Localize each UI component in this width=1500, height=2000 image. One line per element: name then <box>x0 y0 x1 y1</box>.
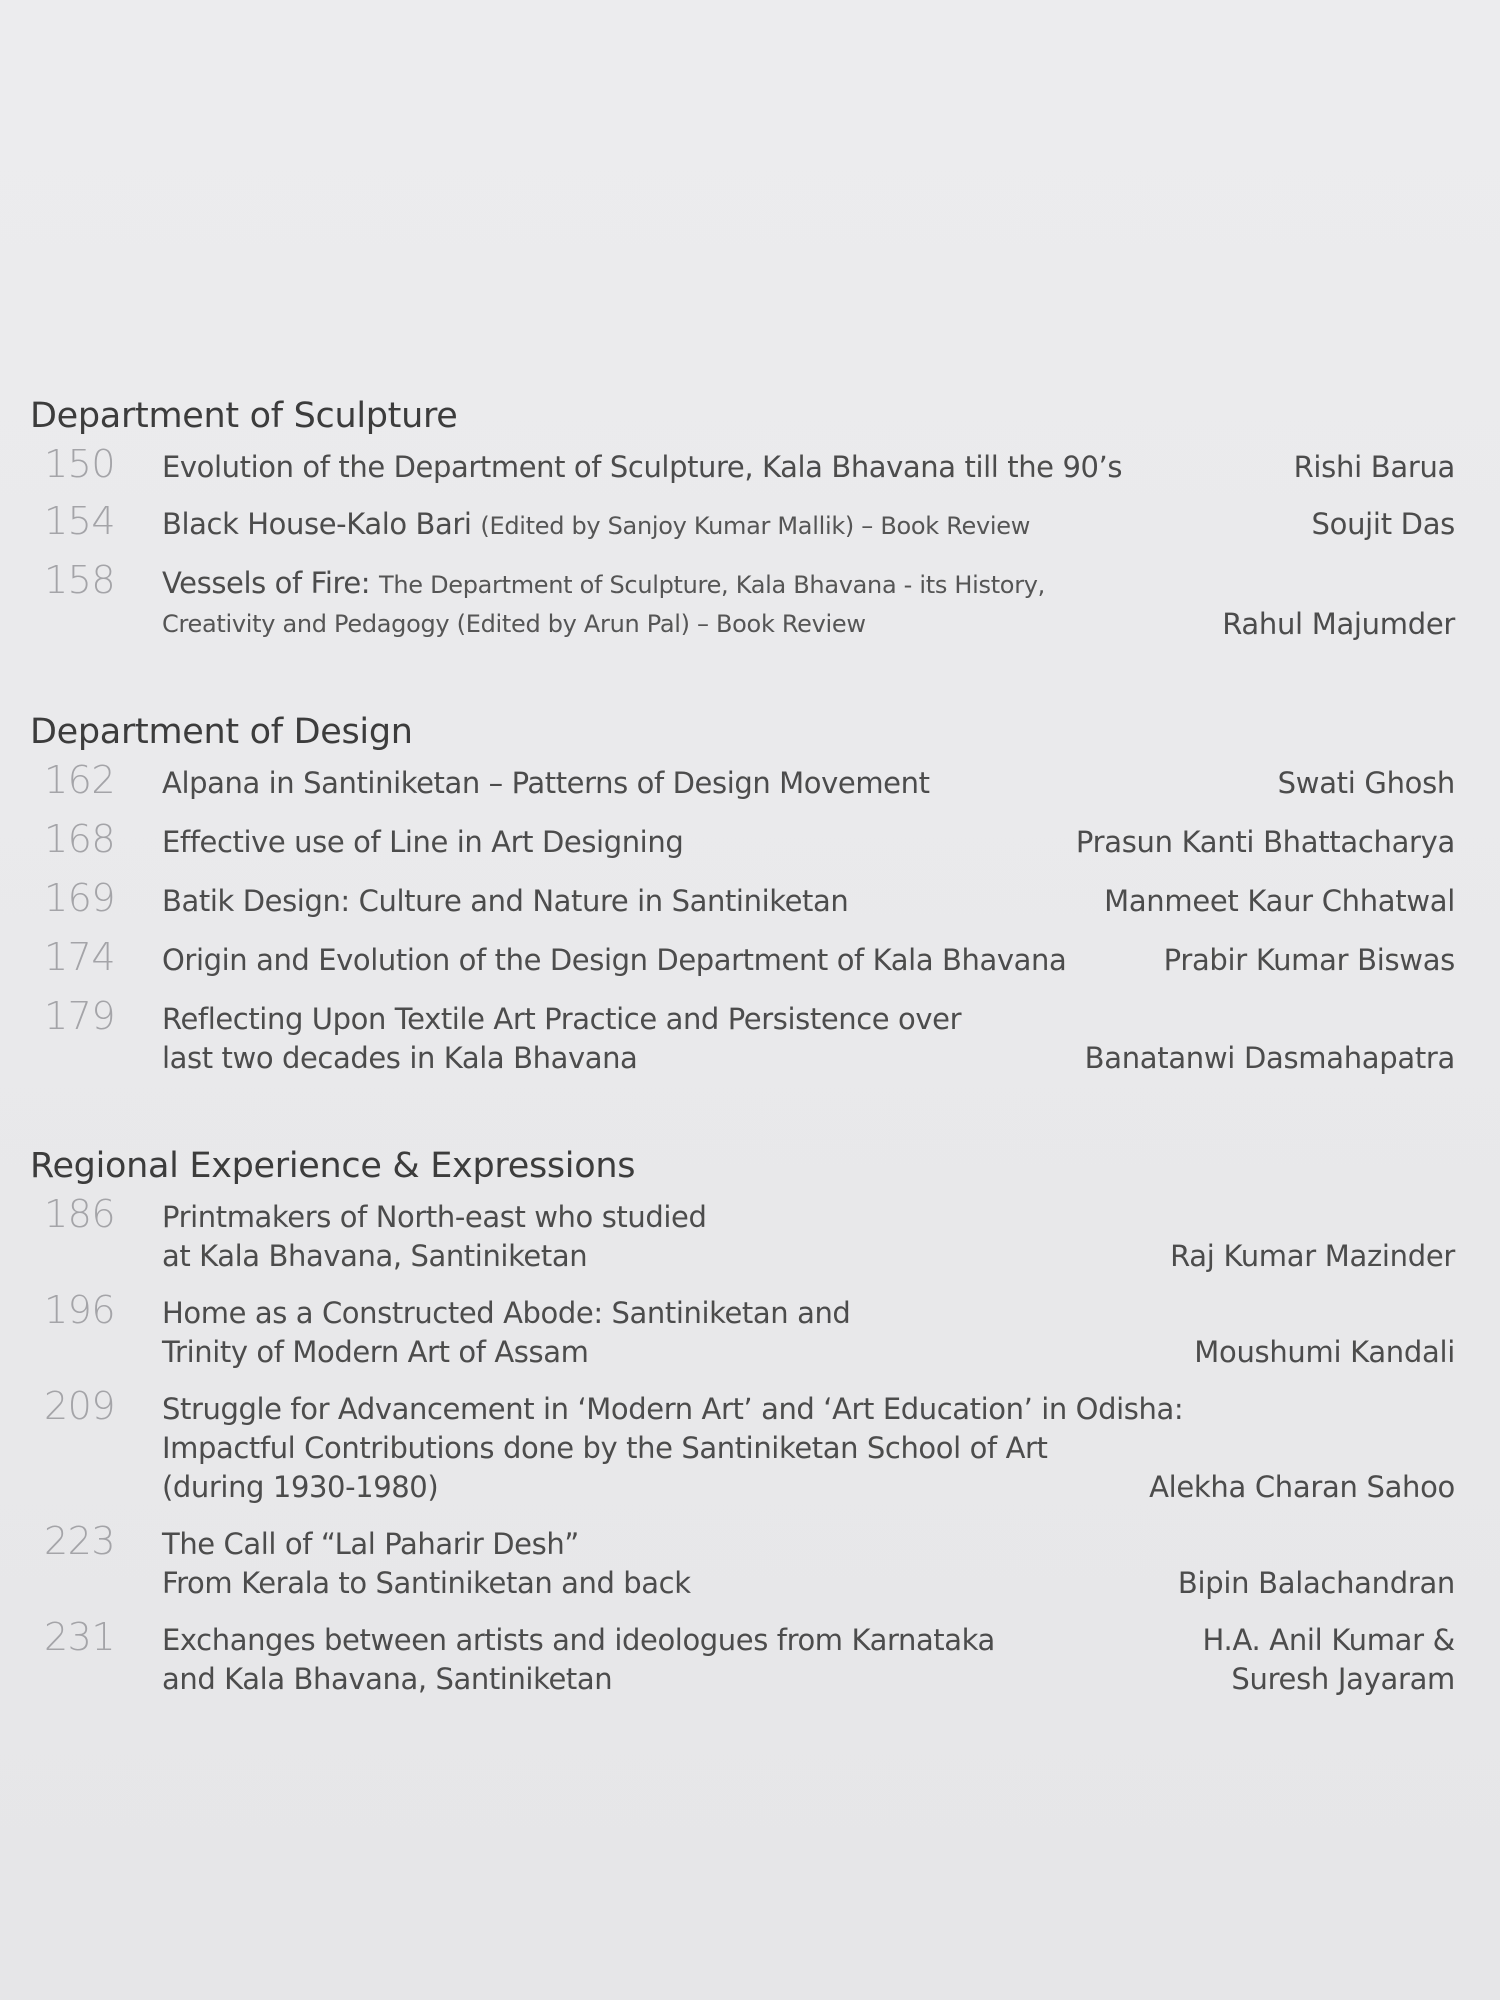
toc-entry[interactable] <box>30 558 1455 644</box>
entry-title-line: Effective use of Line in Art Designing <box>162 825 684 859</box>
author-name: Banatanwi Dasmahapatra <box>1084 1041 1455 1075</box>
entry-title-line: Struggle for Advancement in ‘Modern Art’ and ‘Art Education’ in Odisha: <box>162 1392 1184 1426</box>
entry-title-line: and Kala Bhavana, Santiniketan <box>162 1662 613 1696</box>
author-name: Bipin Balachandran <box>1177 1566 1455 1600</box>
entry-author <box>1149 1468 1455 1507</box>
entry-title <box>162 448 1123 487</box>
entry-author <box>1194 1333 1455 1372</box>
entry-author <box>1294 448 1455 487</box>
page-number: 223 <box>44 1519 116 1563</box>
page-number: 158 <box>44 558 116 602</box>
entry-title-line: Reflecting Upon Textile Art Practice and Persistence over <box>162 1002 962 1036</box>
author-name: Moushumi Kandali <box>1194 1335 1455 1369</box>
author-name: Alekha Charan Sahoo <box>1149 1470 1455 1504</box>
entry-title <box>162 1621 1112 1699</box>
entry-author <box>1085 1039 1455 1078</box>
toc-entry[interactable] <box>30 442 1455 487</box>
entry-title-line: Evolution of the Department of Sculpture, Kala Bhavana till the 90’s <box>162 450 1123 484</box>
entry-title <box>162 564 1112 644</box>
entry-title <box>162 941 1112 980</box>
entry-author <box>1170 1237 1455 1276</box>
entry-title <box>162 823 1112 862</box>
entry-title <box>162 1525 1112 1603</box>
toc-entry[interactable] <box>30 935 1455 980</box>
entry-title-main: Vessels of Fire: <box>162 566 379 600</box>
entry-title-line: last two decades in Kala Bhavana <box>162 1041 638 1075</box>
page-number: 162 <box>44 758 116 802</box>
entry-title-main: Black House-Kalo Bari <box>162 507 481 541</box>
entry-title-line: Exchanges between artists and ideologues from Karnataka <box>162 1623 995 1657</box>
entry-title-line: Alpana in Santiniketan – Patterns of Design Movement <box>162 766 930 800</box>
page-number: 179 <box>44 994 116 1038</box>
author-name: Rahul Majumder <box>1222 607 1455 641</box>
entry-title <box>162 505 1112 546</box>
author-name: Suresh Jayaram <box>1231 1662 1455 1696</box>
entry-title-line <box>162 564 1112 605</box>
entry-title <box>162 1294 1112 1372</box>
author-name: Prasun Kanti Bhattacharya <box>1075 825 1455 859</box>
page-number: 154 <box>44 499 116 543</box>
toc-entry[interactable] <box>30 994 1455 1078</box>
entry-subtitle-line: Creativity and Pedagogy (Edited by Arun Pal) – Book Review <box>162 610 866 638</box>
section-design <box>30 712 1455 1096</box>
entry-title-line: (during 1930-1980) <box>162 1470 439 1504</box>
entry-title-line: at Kala Bhavana, Santiniketan <box>162 1239 588 1273</box>
entry-title-line: Origin and Evolution of the Design Department of Kala Bhavana <box>162 943 1067 977</box>
entry-title <box>162 764 1112 803</box>
entry-author <box>1278 764 1455 803</box>
toc-entry[interactable] <box>30 1192 1455 1276</box>
page-number: 174 <box>44 935 116 979</box>
toc-entry[interactable] <box>30 1615 1455 1699</box>
entry-title-line: The Call of “Lal Paharir Desh” <box>162 1527 579 1561</box>
entry-title-line: Home as a Constructed Abode: Santiniketan and <box>162 1296 851 1330</box>
author-name: H.A. Anil Kumar & <box>1202 1623 1455 1657</box>
section-regional <box>30 1146 1455 1717</box>
page-number: 168 <box>44 817 116 861</box>
toc-entry[interactable] <box>30 1384 1455 1507</box>
toc-entry[interactable] <box>30 499 1455 546</box>
author-name: Rishi Barua <box>1293 450 1455 484</box>
entry-author <box>1203 1621 1455 1699</box>
author-name: Swati Ghosh <box>1277 766 1455 800</box>
entry-author <box>1222 605 1455 644</box>
entry-title-line: Batik Design: Culture and Nature in Santiniketan <box>162 884 849 918</box>
page-number: 209 <box>44 1384 116 1428</box>
entry-title <box>162 1000 1112 1078</box>
entry-author <box>1312 505 1455 544</box>
section-title: Department of Design <box>30 712 413 752</box>
page-number: 169 <box>44 876 116 920</box>
page-number: 150 <box>44 442 116 486</box>
entry-subtitle: The Department of Sculpture, Kala Bhavana - its History, <box>379 571 1045 599</box>
toc-entry[interactable] <box>30 817 1455 862</box>
page-number: 231 <box>44 1615 116 1659</box>
entry-author <box>1178 1564 1455 1603</box>
author-name: Raj Kumar Mazinder <box>1170 1239 1455 1273</box>
entry-title-line: Printmakers of North-east who studied <box>162 1200 707 1234</box>
section-title: Department of Sculpture <box>30 396 458 436</box>
entry-title <box>162 1390 1262 1507</box>
entry-author <box>1164 941 1455 980</box>
section-sculpture <box>30 396 1455 662</box>
toc-entry[interactable] <box>30 758 1455 803</box>
entry-title <box>162 1198 1112 1276</box>
toc-entry[interactable] <box>30 876 1455 921</box>
entry-author <box>1104 882 1455 921</box>
toc-entry[interactable] <box>30 1288 1455 1372</box>
entry-title-line: Impactful Contributions done by the Santiniketan School of Art <box>162 1431 1048 1465</box>
page-number: 196 <box>44 1288 116 1332</box>
entry-title-line <box>162 505 1112 546</box>
entry-title <box>162 882 1112 921</box>
author-name: Soujit Das <box>1311 507 1455 541</box>
entry-title-line: Trinity of Modern Art of Assam <box>162 1335 589 1369</box>
entry-subtitle: (Edited by Sanjoy Kumar Mallik) – Book Review <box>480 512 1031 540</box>
page-number: 186 <box>44 1192 116 1236</box>
toc-entry[interactable] <box>30 1519 1455 1603</box>
section-title: Regional Experience & Expressions <box>30 1146 636 1186</box>
author-name: Manmeet Kaur Chhatwal <box>1104 884 1455 918</box>
entry-title-line: From Kerala to Santiniketan and back <box>162 1566 691 1600</box>
entry-author <box>1076 823 1455 862</box>
author-name: Prabir Kumar Biswas <box>1163 943 1455 977</box>
